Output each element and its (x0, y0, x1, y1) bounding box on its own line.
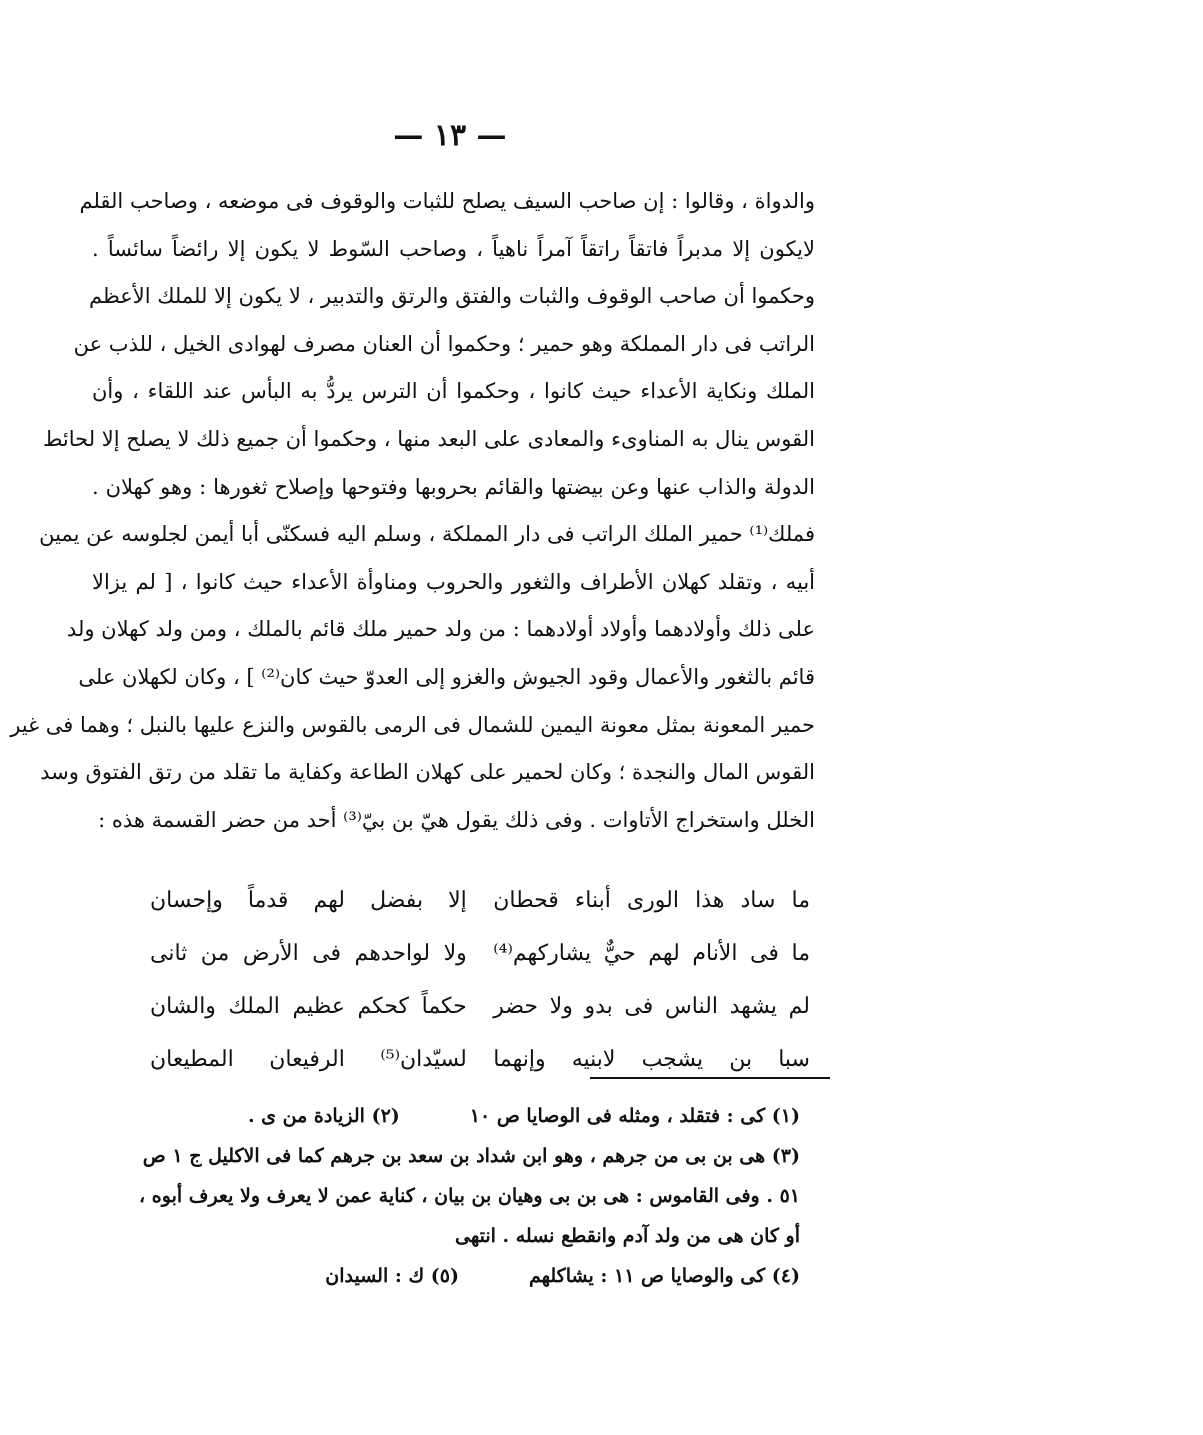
hemistich-second: لسيّدان⁽⁵⁾ الرفيعان المطيعان (150, 1047, 467, 1072)
footnote-row (100, 1096, 800, 1136)
footnote-divider (590, 1077, 830, 1079)
poem (150, 874, 810, 1086)
text-line: وحكموا أن صاحب الوقوف والثبات والفتق والرتق والتدبير ، لا يكون إلا للملك الأعظم (89, 284, 815, 309)
footnote-gap (459, 1256, 529, 1296)
hemistich-first: ما فى الأنام لهم حيٌّ يشاركهم⁽⁴⁾ (493, 941, 810, 966)
footnote-2: (٢) الزيادة من ى . (247, 1105, 400, 1127)
text-line: الدولة والذاب عنها وعن بيضتها والقائم بحروبها وفتوحها وإصلاح ثغورها : وهو كهلان . (92, 474, 815, 499)
footnote-1: (١) كى : فتقلد ، ومثله فى الوصايا ص ١٠ (469, 1105, 800, 1127)
text-line: الخلل واستخراج الأتاوات . وفى ذلك يقول هيّ بن بيّ⁽³⁾ أحد من حضر القسمة هذه : (98, 807, 815, 832)
hemistich-second: حكماً كحكم عظيم الملك والشان (150, 994, 467, 1019)
footnote-3-line: أو كان هى من ولد آدم وانقطع نسله . انتهى (455, 1225, 800, 1247)
hemistich-second: إلا بفضل لهم قدماً وإحسان (150, 888, 467, 913)
poem-verse (150, 980, 810, 1033)
poem-verse (150, 874, 810, 927)
footnotes (100, 1096, 800, 1296)
hemistich-second: ولا لواحدهم فى الأرض من ثانى (150, 941, 467, 966)
text-line: القوس ينال به المناوىء والمعادى على البعد منها ، وحكموا أن جميع ذلك لا يصلح إلا لحائط (43, 426, 815, 451)
hemistich-first: سبا بن يشجب لابنيه وإنهما (493, 1047, 810, 1072)
text-line: والدواة ، وقالوا : إن صاحب السيف يصلح للثبات والوقوف فى موضعه ، وصاحب القلم (79, 189, 815, 213)
footnote-4: (٤) كى والوصايا ص ١١ : يشاكلهم (528, 1265, 800, 1287)
text-line: الملك ونكاية الأعداء حيث كانوا ، وحكموا أن الترس يردُّ به البأس عند اللقاء ، وأن (92, 379, 815, 404)
text-line: حمير المعونة بمثل معونة اليمين للشمال فى الرمى بالقوس والنزع عليها بالنبل ؛ وهما فى غير (10, 712, 815, 737)
footnote-5: (٥) ك : السيدان (325, 1265, 459, 1287)
hemistich-first: ما ساد هذا الورى أبناء قحطان (493, 888, 810, 913)
main-text (10, 178, 815, 844)
text-line: الراتب فى دار المملكة وهو حمير ؛ وحكموا أن العنان مصرف لهوادى الخيل ، للذب عن (73, 331, 815, 356)
footnote-row (100, 1256, 800, 1296)
text-line: القوس المال والنجدة ؛ وكان لحمير على كهلان الطاعة وكفاية ما تقلد من رتق الفتوق وسد (40, 760, 815, 785)
hemistich-first: لم يشهد الناس فى بدو ولا حضر (493, 994, 810, 1019)
text-line: أبيه ، وتقلد كهلان الأطراف والثغور والحروب ومناوأة الأعداء حيث كانوا ، [ لم يزالا (92, 569, 815, 594)
footnote-3-line: (٣) هى بن بى من جرهم ، وهو ابن شداد بن سعد بن جرهم كما فى الاكليل ج ١ ص (142, 1145, 800, 1167)
footnote-3-line: ٥١ . وفى القاموس : هى بن بى وهيان بن بيان ، كناية عمن لا يعرف ولا يعرف أبوه ، (139, 1185, 800, 1207)
text-line: فملك⁽¹⁾ حمير الملك الراتب فى دار المملكة ، وسلم اليه فسكنّى أبا أيمن لجلوسه عن يمين (39, 522, 815, 547)
page-number: — ١٣ — (393, 118, 507, 153)
text-line: قائم بالثغور والأعمال وقود الجيوش والغزو إلى العدوّ حيث كان⁽²⁾ ] ، وكان لكهلان على (78, 664, 815, 689)
poem-verse (150, 927, 810, 980)
footnote-gap (400, 1096, 470, 1136)
text-line: على ذلك وأولادهما وأولاد أولادهما : من ولد حمير ملك قائم بالملك ، ومن ولد كهلان ولد (66, 617, 815, 642)
text-line: لايكون إلا مدبراً فاتقاً راتقاً آمراً ناهياً ، وصاحب السّوط لا يكون إلا رائضاً سائساً . (92, 236, 815, 261)
